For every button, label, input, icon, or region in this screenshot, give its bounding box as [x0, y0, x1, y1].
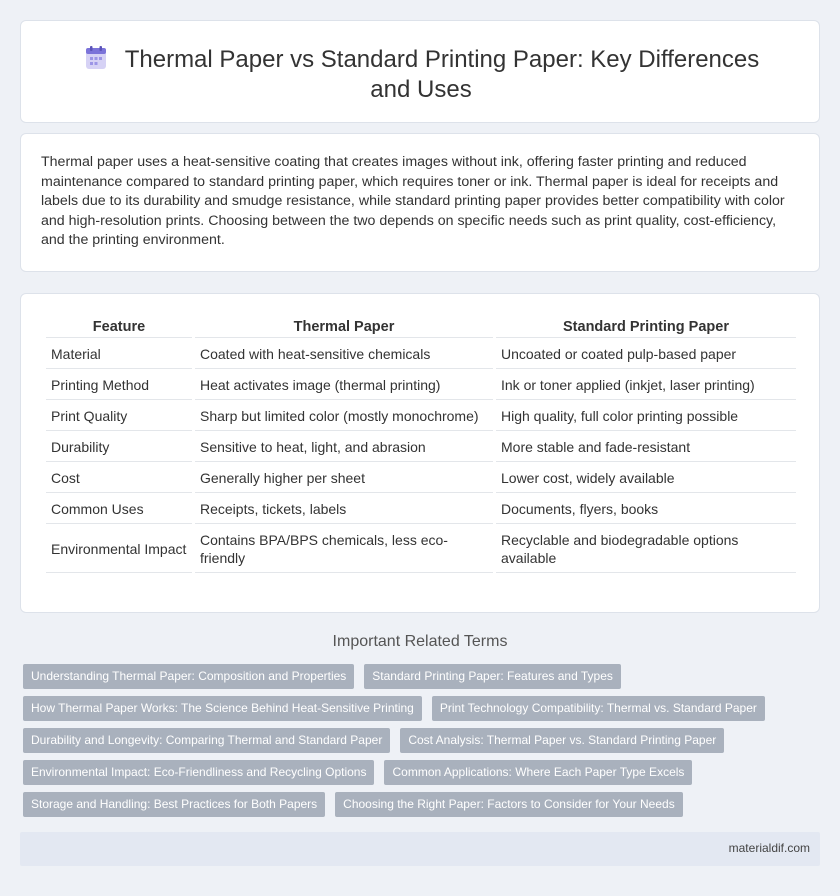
related-term-link[interactable]: Print Technology Compatibility: Thermal vs. Standard Paper	[432, 696, 765, 721]
row-thermal: Coated with heat-sensitive chemicals	[195, 340, 493, 369]
related-term-link[interactable]: Standard Printing Paper: Features and Types	[364, 664, 621, 689]
related-term-link[interactable]: Environmental Impact: Eco-Friendliness and Recycling Options	[23, 760, 374, 785]
comparison-table-card	[20, 293, 820, 613]
related-terms-heading: Important Related Terms	[332, 633, 508, 650]
related-terms-row	[20, 696, 800, 728]
table-row	[46, 371, 796, 400]
row-thermal: Receipts, tickets, labels	[195, 495, 493, 524]
row-feature: Print Quality	[46, 402, 192, 431]
header-feature: Feature	[46, 316, 192, 338]
related-terms-list	[20, 664, 800, 824]
row-feature: Cost	[46, 464, 192, 493]
related-term-link[interactable]: Cost Analysis: Thermal Paper vs. Standard Printing Paper	[400, 728, 724, 753]
comparison-table	[43, 314, 799, 575]
footer-site-link[interactable]: materialdif.com	[728, 841, 810, 855]
row-standard: Documents, flyers, books	[496, 495, 796, 524]
page-title	[61, 45, 781, 105]
row-standard: Lower cost, widely available	[496, 464, 796, 493]
related-terms-row	[20, 728, 800, 760]
summary-paragraph: Thermal paper uses a heat-sensitive coating that creates images without ink, offering faster printing and reduced maintenance compared to standard printing paper, which requires toner or ink. Thermal paper is ideal for receipts and labels due to its durability and smudge resistance, while standard printing paper provides better compatibility with color and high-resolution prints. Choosing between the two depends on specific needs such as print quality, cost-efficiency, and the printing environment.	[41, 154, 785, 249]
table-row	[46, 495, 796, 524]
footer	[20, 832, 820, 866]
table-header-row	[46, 316, 796, 338]
table-row	[46, 433, 796, 462]
related-term-link[interactable]: Durability and Longevity: Comparing Thermal and Standard Paper	[23, 728, 390, 753]
row-thermal: Heat activates image (thermal printing)	[195, 371, 493, 400]
row-standard: High quality, full color printing possible	[496, 402, 796, 431]
table-row	[46, 402, 796, 431]
related-terms-row	[20, 664, 800, 696]
related-terms-row	[20, 792, 800, 824]
row-thermal: Sensitive to heat, light, and abrasion	[195, 433, 493, 462]
related-term-link[interactable]: Common Applications: Where Each Paper Type Excels	[384, 760, 692, 785]
document-icon	[83, 45, 109, 71]
table-row	[46, 526, 796, 573]
related-term-link[interactable]: How Thermal Paper Works: The Science Behind Heat-Sensitive Printing	[23, 696, 422, 721]
row-standard: Recyclable and biodegradable options available	[496, 526, 796, 573]
related-term-link[interactable]: Understanding Thermal Paper: Composition and Properties	[23, 664, 354, 689]
row-thermal: Sharp but limited color (mostly monochrome)	[195, 402, 493, 431]
row-standard: Uncoated or coated pulp-based paper	[496, 340, 796, 369]
header-standard-paper: Standard Printing Paper	[496, 316, 796, 338]
row-feature: Material	[46, 340, 192, 369]
summary-card	[20, 133, 820, 272]
row-thermal: Contains BPA/BPS chemicals, less eco-friendly	[195, 526, 493, 573]
related-term-link[interactable]: Storage and Handling: Best Practices for Both Papers	[23, 792, 325, 817]
row-feature: Environmental Impact	[46, 526, 192, 573]
row-feature: Durability	[46, 433, 192, 462]
row-standard: More stable and fade-resistant	[496, 433, 796, 462]
row-feature: Printing Method	[46, 371, 192, 400]
row-standard: Ink or toner applied (inkjet, laser printing)	[496, 371, 796, 400]
table-row	[46, 464, 796, 493]
page-title-text: Thermal Paper vs Standard Printing Paper: Key Differences and Uses	[124, 46, 760, 103]
related-terms-row	[20, 760, 800, 792]
title-card	[20, 20, 820, 123]
row-thermal: Generally higher per sheet	[195, 464, 493, 493]
related-term-link[interactable]: Choosing the Right Paper: Factors to Consider for Your Needs	[335, 792, 683, 817]
row-feature: Common Uses	[46, 495, 192, 524]
table-row	[46, 340, 796, 369]
header-thermal-paper: Thermal Paper	[195, 316, 493, 338]
